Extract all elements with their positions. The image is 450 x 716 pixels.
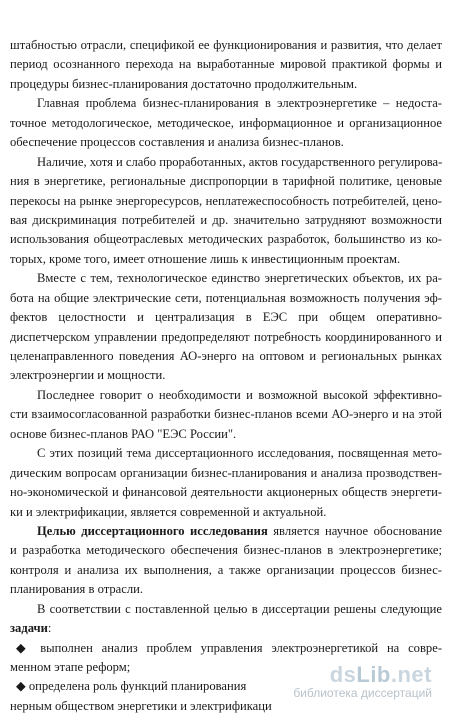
watermark-subtitle: библиотека диссертаций (293, 686, 432, 700)
paragraph-start: Вместе с тем, технологическое единство энергетических объектов, их ра- (37, 271, 442, 286)
text-line: бота на общие электрические сети, потенциальная возможность получения эф- (10, 290, 442, 305)
bullet-text: определена роль функций планирования (28, 679, 247, 694)
text-line: основе бизнес-планов РАО "ЕЭС России". (10, 426, 237, 441)
paragraph-start: Главная проблема бизнес-планирования в электроэнергетике – недоста- (37, 96, 442, 111)
text-line: использования общеотраслевых методических разработок, большинство из ко- (10, 232, 442, 247)
goal-bold-text: Целью диссертационного исследования (37, 523, 268, 538)
text-line: вая дискриминация потребителей и др. значительно затрудняют возможности (10, 212, 442, 227)
goal-text: является научное обоснование (273, 523, 442, 538)
bullet-text: выполнен анализ проблем управления электроэнергетикой на совре- (40, 640, 442, 655)
text-line: штабностью отрасли, спецификой ее функционирования и развития, что делает (10, 38, 442, 52)
tasks-label: задачи (10, 621, 48, 636)
text-line: перекосы на рынке энергоресурсов, неплатежеспособность потребителей, цено- (10, 193, 442, 208)
dslib-watermark (232, 662, 442, 702)
text-line: целенаправленного поведения АО-энерго на оптовом и региональных рынках (10, 349, 442, 363)
text-line: фектов целостности и централизация в ЕЭС при общем оперативно- (10, 310, 442, 325)
text-line: процедуры бизнес-планирования достаточно продолжительным. (10, 76, 358, 91)
text-line: торых, кроме того, имеет отношение лишь к инвестиционным проектам. (10, 251, 401, 266)
text-line: электроэнергии и мощности. (10, 368, 166, 383)
text-line: обеспечение процессов составления и анализа бизнес-планов. (10, 135, 344, 150)
bullet-icon: ◆ (16, 640, 32, 655)
document-page (10, 36, 442, 716)
text-line: ния в энергетике, региональные диспропорции в тарифной политике, ценовые (10, 174, 442, 189)
goal-line (10, 522, 442, 541)
paragraph-start: С этих позиций тема диссертационного исследования, посвященная мето- (37, 446, 442, 461)
text-line: менном этапе реформ; (10, 660, 131, 674)
text-line: нерным обществом энергетики и электрификаци (10, 698, 272, 713)
text-line: период осознанного перехода на выработанные мировой практикой формы и (10, 57, 442, 72)
text-line: и разработка методического обеспечения бизнес-планов в электроэнергетике; (10, 543, 442, 558)
paragraph-start: Наличие, хотя и слабо проработанных, актов государственного регулирова- (37, 154, 442, 169)
text-line: ки и электрификации, является современной и актуальной. (10, 504, 327, 519)
watermark-logo: dsLib.net (329, 662, 432, 687)
bullet-item (10, 639, 442, 658)
text-line: сти взаимосогласованной разработки бизнес-планов всеми АО-энерго и на этой (10, 407, 442, 422)
text-line: дическим вопросам организации бизнес-планирования и анализа прозводствен- (10, 465, 442, 480)
tasks-heading (10, 619, 442, 638)
bullet-icon: ◆ (16, 679, 26, 694)
text-line: планирования в отрасли. (10, 582, 144, 597)
paragraph-start: Последнее говорит о необходимости и возможной высокой эффективно- (37, 387, 442, 402)
text-line: но-экономической и финансовой деятельности акционерных обществ энергети- (10, 485, 442, 500)
paragraph-start: В соответствии с поставленной целью в диссертации решены следующие (37, 601, 442, 616)
text-line: контроля и анализа их выполнения, а также организации процессов бизнес- (10, 562, 442, 577)
tasks-colon: : (47, 621, 52, 636)
text-line: точное методологическое, методическое, информационное и организационное (10, 115, 442, 130)
text-line: диспетчерском управлении предопределяют потребность координированного и (10, 329, 442, 344)
